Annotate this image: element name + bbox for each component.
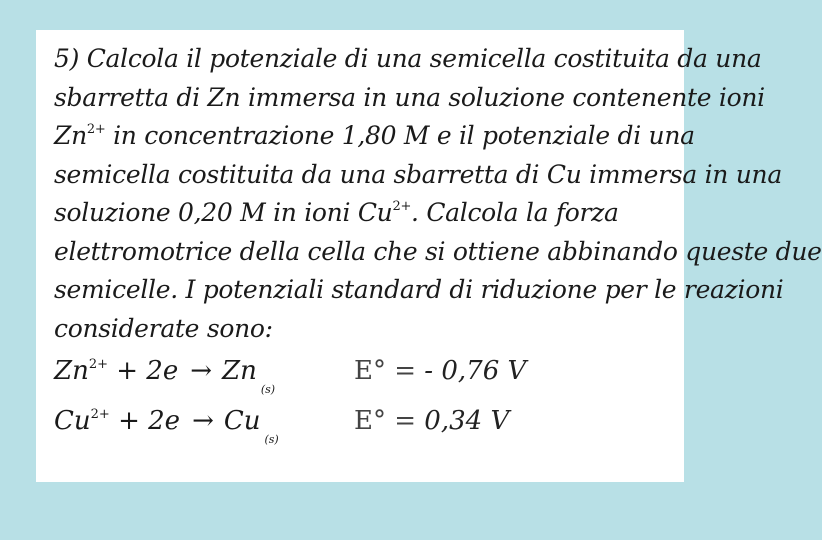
electrons: + 2e: [118, 406, 181, 436]
problem-line: sbarretta di Zn immersa in una soluzione contenente ioni: [54, 82, 765, 112]
cu-reaction: [54, 400, 668, 450]
potential-label: E° =: [354, 356, 417, 386]
reactant-ion: Cu: [54, 406, 91, 436]
problem-line: considerate sono:: [54, 313, 273, 343]
problem-line: semicella costituita da una sbarretta di Cu immersa in una: [54, 159, 782, 189]
standard-potential: [354, 406, 509, 436]
arrow-icon: →: [190, 356, 213, 386]
problem-line-text: in concentrazione 1,80 M e il potenziale di una: [105, 121, 695, 150]
electrons: + 2e: [116, 356, 179, 386]
arrow-icon: →: [192, 406, 214, 436]
reaction-equation: [54, 406, 279, 446]
zn-reaction: [54, 350, 668, 400]
ion-charge: 2+: [86, 122, 106, 137]
problem-line-text: soluzione 0,20 M in ioni Cu: [54, 198, 393, 227]
zn-ion-symbol: Zn: [54, 121, 87, 150]
problem-line: [54, 194, 668, 233]
problem-line: elettromotrice della cella che si ottiene abbinando queste due: [54, 236, 822, 266]
problem-line-text: . Calcola la forza: [411, 198, 619, 227]
problem-panel: [36, 30, 822, 482]
ion-charge: 2+: [90, 407, 110, 422]
problem-text: [54, 40, 822, 348]
problem-line: [54, 117, 695, 156]
phase-label: (s): [264, 433, 279, 446]
standard-potential: [354, 356, 526, 386]
potential-label: E° =: [354, 406, 417, 436]
product: Zn: [222, 356, 257, 386]
phase-label: (s): [260, 383, 276, 396]
potential-value: - 0,76 V: [424, 356, 527, 386]
ion-charge: 2+: [88, 357, 108, 372]
ion-charge: 2+: [392, 199, 412, 214]
problem-line: semicelle. I potenziali standard di riduzione per le reazioni: [54, 275, 784, 304]
potential-value: 0,34 V: [424, 406, 510, 436]
problem-line: 5) Calcola il potenziale di una semicella costituita da una: [54, 44, 762, 73]
reactant-ion: Zn: [54, 356, 89, 386]
reactions-list: [54, 350, 668, 450]
product: Cu: [223, 406, 261, 436]
reaction-equation: [54, 356, 276, 396]
